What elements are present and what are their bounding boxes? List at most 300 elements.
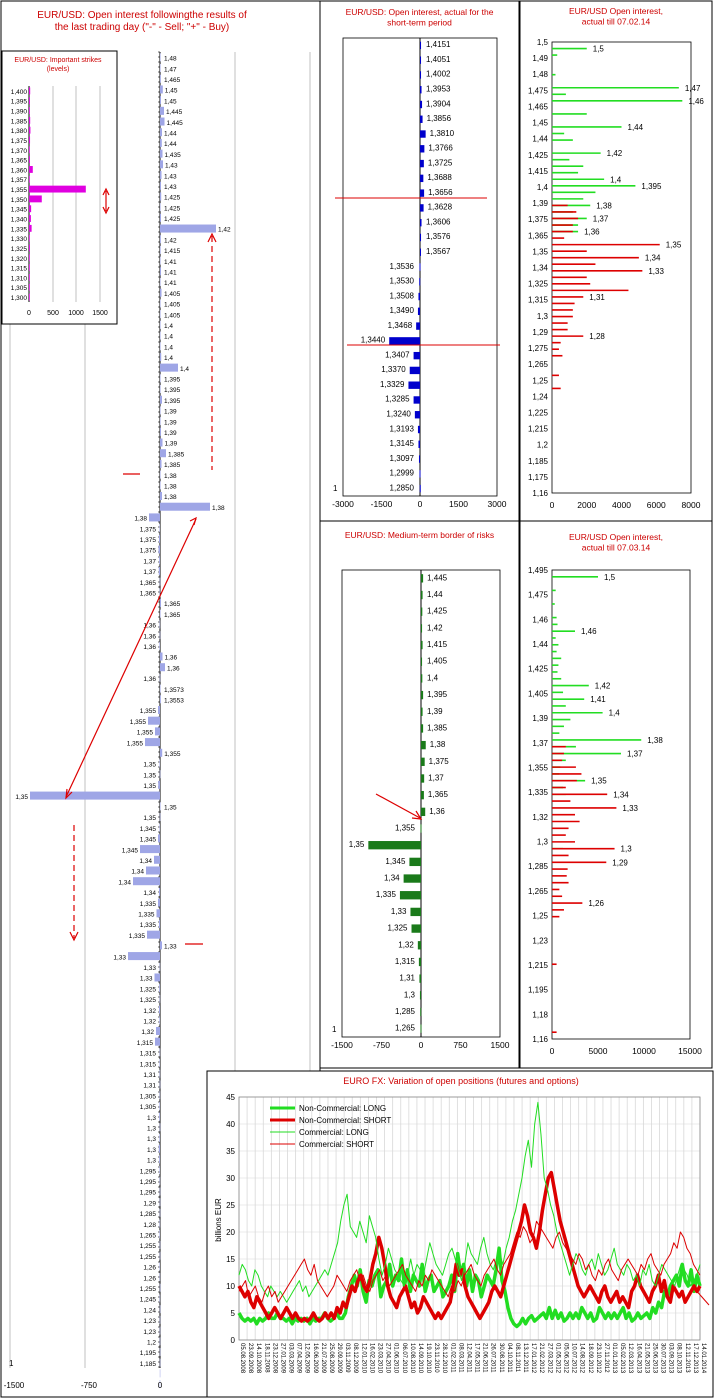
oi02-y-tick-label: 1,315	[527, 295, 548, 305]
cot-x-tick-label: 12.05.2009	[303, 1343, 310, 1374]
inset-bar	[29, 166, 33, 173]
inset-y-label: 1,305	[10, 285, 27, 293]
inset-bar	[29, 127, 30, 134]
medium-bar-label: 1,345	[385, 856, 406, 866]
medium-bar	[420, 824, 421, 832]
oi03-level-label: 1,5	[604, 572, 616, 582]
inset-bar	[29, 117, 30, 124]
inset-title-line: (levels)	[46, 66, 70, 73]
inset-bar	[29, 146, 30, 153]
main-bar-label: 1,295	[139, 1178, 156, 1186]
main-bar	[160, 995, 161, 1003]
short-bar	[420, 175, 423, 182]
main-bar-label: 1,3	[146, 1146, 156, 1154]
medium-bar-label: 1,385	[427, 723, 448, 733]
medium-bar-label: 1,445	[427, 573, 448, 583]
short-bar-label: 1,3766	[428, 143, 453, 153]
main-bar-label: 1,395	[164, 397, 181, 405]
main-bar	[160, 310, 161, 318]
oi02-y-tick-label: 1,34	[532, 263, 548, 273]
main-bar-label: 1,3	[146, 1114, 156, 1122]
main-bar-label: 1,48	[164, 55, 177, 63]
short-x-tick-label: 3000	[487, 499, 507, 509]
oi02-y-tick-label: 1,215	[527, 424, 548, 434]
main-bar	[160, 1316, 161, 1324]
medium-bar-label: 1,4	[427, 673, 439, 683]
oi02-level-label: 1,37	[592, 214, 609, 224]
inset-y-label: 1,357	[10, 177, 27, 185]
main-bar	[160, 524, 161, 532]
medium-bar	[421, 674, 422, 682]
inset-bar	[29, 284, 30, 291]
short-bar-label: 1,3145	[389, 439, 414, 449]
oi02-y-tick-label: 1,325	[527, 279, 548, 289]
short-corner-label: 1	[333, 484, 338, 493]
short-bar	[418, 293, 420, 300]
main-bar-label: 1,4	[164, 333, 174, 341]
main-bar-label: 1,34	[143, 890, 156, 898]
main-bar-label: 1,395	[164, 376, 181, 384]
inset-bar	[29, 225, 32, 232]
medium-corner-label: 1	[332, 1025, 337, 1034]
short-bar-label: 1,3285	[385, 394, 410, 404]
short-bar-label: 1,3370	[381, 365, 406, 375]
cot-x-tick-label: 07.04.2009	[295, 1343, 302, 1374]
short-bar	[420, 42, 421, 49]
short-bar	[420, 234, 421, 241]
short-bar-label: 1,4002	[426, 69, 451, 79]
oi03-y-tick-label: 1,475	[527, 590, 548, 600]
medium-frame	[320, 521, 519, 1068]
cot-x-tick-label: 19.10.2010	[425, 1343, 432, 1374]
main-bar	[160, 332, 161, 340]
main-bar	[160, 428, 161, 436]
medium-bar-label: 1,39	[427, 706, 443, 716]
short-bar	[410, 367, 420, 374]
main-bar-label: 1,37	[143, 558, 156, 566]
main-bar	[160, 503, 210, 511]
main-bar	[159, 1113, 160, 1121]
oi02-y-tick-label: 1,2	[536, 440, 548, 450]
main-bar-label: 1,31	[143, 1071, 156, 1079]
main-bar-label: 1,195	[139, 1350, 156, 1358]
main-bar-label: 1,305	[139, 1093, 156, 1101]
medium-bar-label: 1,355	[394, 823, 415, 833]
cot-y-tick-label: 10	[226, 1282, 235, 1291]
main-bar	[160, 481, 161, 489]
main-bar-label: 1,33	[139, 975, 153, 983]
oi03-y-tick-label: 1,265	[527, 886, 548, 896]
cot-x-tick-label: 17.05.2011	[473, 1343, 480, 1373]
medium-bar-label: 1,425	[427, 606, 448, 616]
cot-y-axis-label: billions EUR	[214, 1198, 223, 1242]
cot-title: EURO FX: Variation of open positions (futures and options)	[343, 1076, 579, 1086]
main-bar-label: 1,37	[143, 569, 156, 577]
main-bar	[160, 610, 161, 618]
main-bar	[147, 931, 160, 939]
medium-bar	[421, 758, 425, 766]
cot-x-tick-label: 27.11.2012	[602, 1343, 609, 1373]
main-bar	[156, 1027, 160, 1035]
main-bar	[160, 396, 162, 404]
main-bar	[160, 1241, 161, 1249]
main-bar-label: 1,335	[139, 900, 156, 908]
cot-x-tick-label: 17.01.2012	[530, 1343, 537, 1374]
main-bar-label: 1,34	[118, 879, 131, 887]
oi03-level-label: 1,37	[627, 749, 643, 759]
oi02-level-label: 1,47	[684, 83, 701, 93]
main-bar	[158, 834, 160, 842]
medium-bar	[421, 658, 422, 666]
medium-bar	[421, 808, 425, 816]
cot-legend-label: Non-Commercial: LONG	[299, 1104, 387, 1113]
cot-x-tick-label: 14.09.2010	[416, 1343, 423, 1374]
main-bar	[159, 1134, 160, 1142]
main-bar-label: 1,425	[164, 194, 181, 202]
oi02-x-tick-label: 0	[549, 500, 555, 510]
inset-x-tick-label: 500	[47, 310, 59, 317]
main-bar-label: 1,355	[164, 751, 181, 759]
short-bar-label: 1,3606	[426, 217, 451, 227]
main-bar-label: 1,345	[139, 825, 156, 833]
main-bar-label: 1,28	[143, 1221, 156, 1229]
inset-bar	[29, 176, 30, 183]
cot-x-tick-label: 08.11.2011	[513, 1343, 520, 1373]
main-bar	[158, 706, 160, 714]
main-x-tick-label: -750	[80, 1381, 98, 1390]
main-bar-label: 1,41	[164, 258, 177, 266]
main-bar-label: 1,355	[139, 708, 156, 716]
oi02-y-tick-label: 1,48	[532, 70, 548, 80]
oi03-level-label: 1,26	[588, 899, 604, 909]
main-bar-label: 1,245	[139, 1296, 156, 1304]
main-bar-label: 1,345	[121, 847, 138, 855]
medium-bar	[368, 841, 421, 849]
main-bar	[160, 631, 161, 639]
medium-bar-label: 1,42	[427, 623, 443, 633]
main-bar-label: 1,39	[164, 419, 177, 427]
main-bar	[160, 203, 161, 211]
short-bar-label: 1,3536	[389, 261, 414, 271]
short-bar	[415, 411, 420, 418]
short-bar	[419, 263, 420, 270]
main-bar	[160, 235, 161, 243]
oi02-level-label: 1,46	[688, 96, 704, 106]
short-bar-label: 1,3725	[427, 158, 453, 168]
oi02-y-tick-label: 1,4	[536, 182, 548, 192]
inset-bar	[29, 235, 30, 242]
main-bar-label: 1,42	[164, 237, 177, 245]
main-bar	[160, 1337, 161, 1345]
medium-bar-label: 1,405	[427, 656, 448, 666]
cot-x-tick-label: 16.04.2013	[635, 1343, 642, 1374]
oi02-y-tick-label: 1,275	[527, 344, 548, 354]
inset-y-label: 1,300	[10, 295, 27, 303]
main-bar-label: 1,315	[136, 1039, 153, 1047]
main-bar-label: 1,38	[164, 472, 177, 480]
oi02-y-tick-label: 1,375	[527, 215, 548, 225]
main-bar	[160, 1327, 161, 1335]
cot-y-tick-label: 0	[230, 1336, 235, 1345]
oi02-x-tick-label: 8000	[681, 500, 701, 510]
main-bar	[159, 1006, 160, 1014]
medium-bar-label: 1,415	[427, 640, 448, 650]
medium-bar-label: 1,38	[429, 740, 446, 750]
short-bar-label: 1,3567	[426, 246, 451, 256]
main-bar-label: 1,38	[212, 504, 225, 512]
cot-x-tick-label: 23.11.2010	[433, 1343, 440, 1373]
main-bar	[160, 802, 161, 810]
main-bar-label: 1,34	[131, 868, 144, 876]
cot-x-tick-label: 14.01.2014	[700, 1343, 706, 1374]
cot-x-tick-label: 05.08.2008	[239, 1343, 245, 1374]
main-bar	[155, 727, 160, 735]
short-bar-label: 1,3953	[426, 84, 451, 94]
cot-x-tick-label: 21.05.2013	[643, 1343, 650, 1374]
main-bar-label: 1,38	[164, 483, 177, 491]
inset-bar	[29, 107, 30, 114]
cot-x-tick-label: 21.06.2011	[481, 1343, 488, 1373]
short-bar-label: 1,3576	[426, 232, 451, 242]
cot-x-tick-label: 28.12.2010	[441, 1343, 448, 1374]
main-bar-label: 1,44	[164, 130, 177, 138]
main-bar-label: 1,47	[164, 66, 177, 74]
main-bar	[160, 406, 161, 414]
main-bar-label: 1,32	[141, 1029, 154, 1037]
medium-bar-label: 1,3	[403, 990, 415, 1000]
main-bar	[160, 118, 165, 126]
inset-y-label: 1,380	[10, 128, 27, 136]
main-bar	[159, 920, 160, 928]
inset-bar	[29, 87, 30, 94]
main-bar	[159, 556, 160, 564]
cot-y-tick-label: 25	[226, 1201, 235, 1210]
main-bar-label: 1,35	[15, 793, 28, 801]
main-bar-label: 1,295	[139, 1189, 156, 1197]
medium-bar	[420, 991, 421, 999]
inset-bar	[29, 156, 30, 163]
oi03-y-tick-label: 1,425	[527, 664, 548, 674]
main-bar	[145, 738, 160, 746]
oi03-x-tick-label: 10000	[632, 1046, 656, 1056]
medium-bar	[421, 774, 424, 782]
main-bar-label: 1,385	[168, 451, 185, 459]
cot-y-tick-label: 45	[226, 1093, 235, 1102]
short-bar	[419, 278, 420, 285]
main-bar	[160, 439, 163, 447]
short-bar-label: 1,4051	[426, 54, 451, 64]
short-bar-label: 1,3240	[386, 409, 411, 419]
main-bar	[160, 963, 161, 971]
short-bar	[420, 204, 424, 211]
main-bar	[160, 1294, 161, 1302]
cot-y-tick-label: 40	[226, 1120, 235, 1129]
main-bar	[160, 1091, 161, 1099]
short-bar-label: 1,3440	[360, 335, 386, 345]
cot-x-tick-label: 06.07.2010	[400, 1343, 407, 1374]
main-bar-label: 1,325	[139, 986, 156, 994]
oi03-y-tick-label: 1,16	[532, 1035, 548, 1044]
medium-bar	[418, 941, 421, 949]
medium-bar-label: 1,35	[348, 840, 365, 850]
main-bar-label: 1,355	[129, 718, 146, 726]
oi02-y-tick-label: 1,475	[527, 86, 548, 96]
main-bar	[133, 877, 160, 885]
short-bar	[420, 71, 421, 78]
main-bar	[158, 781, 160, 789]
oi02-y-tick-label: 1,45	[532, 118, 548, 128]
main-bar	[160, 471, 161, 479]
inset-y-label: 1,400	[10, 88, 27, 96]
short-bar-label: 1,3656	[428, 187, 453, 197]
cot-x-tick-label: 12.11.2013	[683, 1343, 690, 1373]
short-x-tick-label: 0	[417, 499, 423, 509]
main-bar-label: 1,45	[164, 98, 177, 106]
short-x-tick-label: 1500	[449, 499, 468, 509]
main-bar	[160, 75, 161, 83]
medium-bar	[421, 574, 423, 582]
cot-x-tick-label: 01.06.2010	[392, 1343, 399, 1374]
main-bar-label: 1,24	[143, 1307, 156, 1315]
main-bar-label: 1,325	[139, 997, 156, 1005]
oi03-y-tick-label: 1,195	[527, 985, 548, 995]
inset-bar	[29, 245, 30, 252]
oi02-level-label: 1,35	[665, 240, 682, 250]
cot-x-tick-label: 16.06.2009	[311, 1343, 318, 1374]
cot-x-tick-label: 13.12.2011	[522, 1343, 529, 1373]
main-bar-label: 1,35	[143, 815, 156, 823]
oi03-y-tick-label: 1,285	[527, 862, 548, 872]
main-bar-label: 1,445	[166, 109, 183, 117]
oi02-y-tick-label: 1,39	[532, 199, 548, 209]
main-bar	[160, 96, 161, 104]
main-bar	[160, 150, 163, 158]
medium-bar-label: 1,31	[399, 973, 415, 983]
oi03-x-tick-label: 5000	[588, 1046, 608, 1056]
cot-y-tick-label: 5	[230, 1309, 235, 1318]
medium-bar-label: 1,32	[398, 940, 414, 950]
oi02-y-tick-label: 1,3	[536, 311, 548, 321]
medium-bar	[421, 724, 423, 732]
main-bar	[160, 267, 161, 275]
medium-bar	[412, 924, 421, 932]
inset-y-label: 1,360	[10, 167, 27, 175]
short-bar	[416, 322, 420, 329]
main-bar-label: 1,255	[139, 1285, 156, 1293]
main-bar	[160, 342, 161, 350]
cot-x-tick-label: 30.08.2011	[497, 1343, 504, 1373]
cot-legend-label: Commercial: SHORT	[299, 1140, 374, 1149]
main-bar	[160, 759, 161, 767]
main-bar-label: 1,34	[139, 857, 152, 865]
main-bar-label: 1,425	[164, 216, 181, 224]
main-bar	[160, 182, 161, 190]
cot-x-tick-label: 27.03.2012	[546, 1343, 553, 1374]
short-bar-label: 1,3407	[385, 350, 410, 360]
cot-x-tick-label: 12.04.2011	[465, 1343, 472, 1373]
cot-x-tick-label: 01.02.2011	[449, 1343, 456, 1373]
oi02-level-label: 1,36	[584, 227, 600, 237]
short-bar	[389, 337, 420, 344]
oi02-y-tick-label: 1,24	[532, 392, 548, 402]
oi03-level-label: 1,33	[622, 803, 638, 813]
oi03-x-tick-label: 15000	[678, 1046, 702, 1056]
medium-bar	[421, 708, 423, 716]
cot-x-tick-label: 05.06.2012	[562, 1343, 569, 1374]
main-bar-label: 1,3	[146, 1125, 156, 1133]
oi02-y-tick-label: 1,365	[527, 231, 548, 241]
main-bar-label: 1,295	[139, 1168, 156, 1176]
short-bar-label: 1,3628	[427, 202, 453, 212]
inset-y-label: 1,385	[10, 118, 27, 126]
cot-y-tick-label: 15	[226, 1255, 235, 1264]
main-bar	[160, 1262, 161, 1270]
main-bar-label: 1,4	[164, 344, 174, 352]
oi03-y-tick-label: 1,215	[527, 960, 548, 970]
main-bar	[160, 599, 161, 607]
main-bar-label: 1,415	[164, 248, 181, 256]
medium-x-tick-label: 0	[418, 1040, 424, 1050]
main-corner-label: 1	[9, 1359, 14, 1368]
inset-bar	[29, 195, 42, 202]
medium-bar	[421, 591, 423, 599]
oi02-level-label: 1,38	[596, 201, 612, 211]
cot-y-tick-label: 35	[226, 1147, 235, 1156]
medium-bar-label: 1,315	[394, 956, 415, 966]
oi02-y-tick-label: 1,29	[532, 327, 548, 337]
inset-bar	[29, 264, 30, 271]
oi03-level-label: 1,35	[591, 776, 607, 786]
main-bar-label: 1,335	[139, 922, 156, 930]
oi03-y-tick-label: 1,18	[532, 1010, 548, 1020]
inset-y-label: 1,375	[10, 137, 27, 145]
inset-bar	[29, 137, 30, 144]
main-bar	[140, 845, 160, 853]
main-bar-label: 1,29	[143, 1200, 156, 1208]
main-bar	[160, 578, 161, 586]
main-bar	[160, 374, 161, 382]
main-bar-label: 1,45	[164, 87, 178, 95]
inset-y-label: 1,350	[10, 196, 27, 204]
main-bar	[160, 1220, 161, 1228]
oi02-title-line: EUR/USD Open interest,	[568, 6, 664, 16]
short-bar	[420, 485, 421, 492]
short-bar-label: 1,2999	[389, 468, 414, 478]
oi02-level-label: 1,4	[610, 175, 622, 185]
main-bar-label: 1,36	[143, 676, 156, 684]
main-bar	[159, 1102, 160, 1110]
main-bar-label: 1,32	[143, 1007, 156, 1015]
oi03-y-tick-label: 1,355	[527, 763, 548, 773]
cot-x-tick-label: 23.12.2008	[271, 1343, 278, 1374]
short-bar-label: 1,3329	[379, 379, 405, 389]
short-x-tick-label: -1500	[370, 499, 393, 509]
cot-x-tick-label: 03.09.2013	[667, 1343, 674, 1374]
main-bar-label: 1,355	[126, 740, 143, 748]
main-bar	[128, 952, 160, 960]
medium-bar-label: 1,375	[428, 756, 449, 766]
main-bar	[160, 941, 162, 949]
main-bar	[160, 139, 162, 147]
main-bar	[160, 364, 178, 372]
short-bar	[420, 189, 424, 196]
inset-y-label: 1,355	[10, 187, 27, 195]
main-bar-label: 1,35	[143, 772, 156, 780]
short-bar	[420, 56, 421, 63]
main-bar	[159, 888, 160, 896]
main-bar-label: 1,285	[139, 1211, 156, 1219]
main-bar-label: 1,375	[139, 526, 156, 534]
